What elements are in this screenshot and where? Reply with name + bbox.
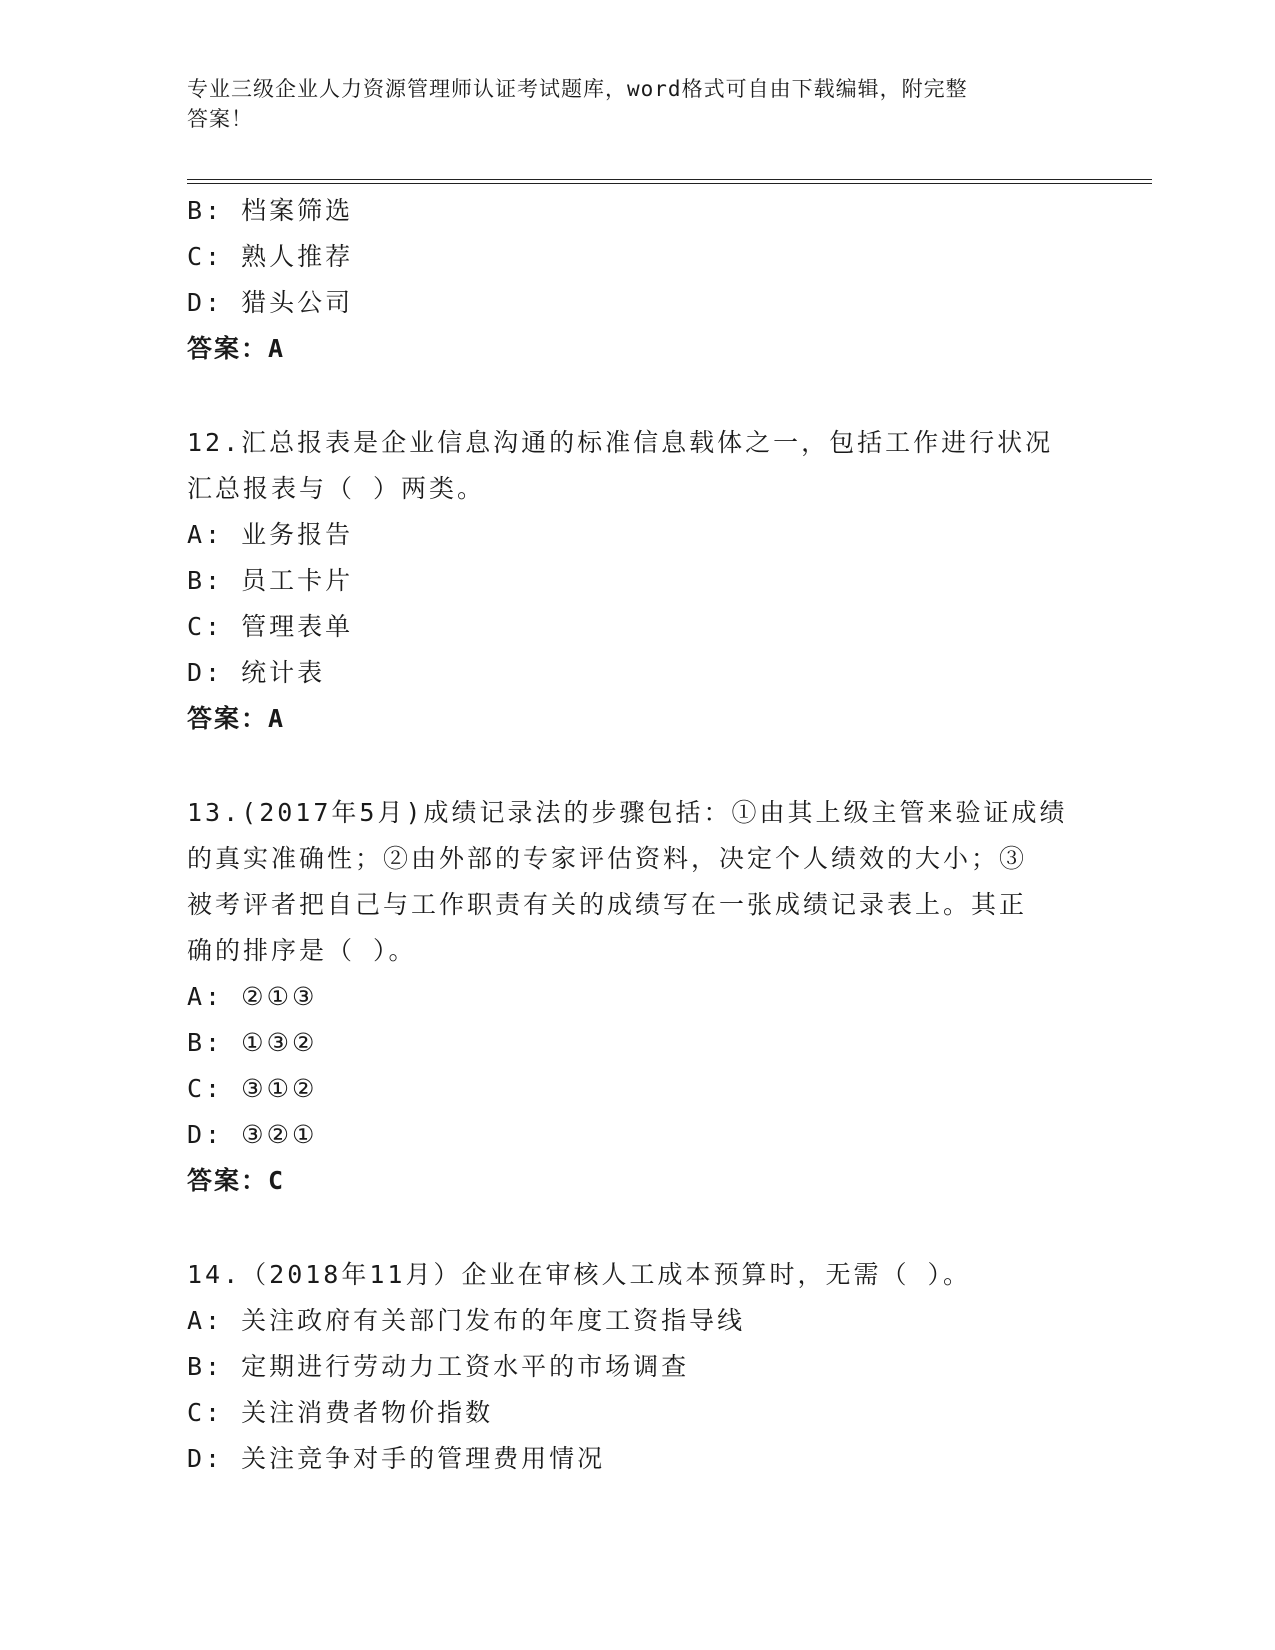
question-body — [187, 188, 1087, 1482]
question-stem — [187, 1252, 1087, 1298]
option-b: B: 档案筛选 — [187, 196, 354, 225]
option-d: D: ③②① — [187, 1120, 318, 1149]
question-13 — [187, 790, 1087, 1204]
stem-line: 13.(2017年5月)成绩记录法的步骤包括：①由其上级主管来验证成绩 — [187, 798, 1068, 827]
stem-line: 确的排序是（ ）。 — [187, 936, 417, 965]
question-stem — [187, 420, 1087, 512]
spacer — [187, 372, 1087, 420]
stem-line: 汇总报表与（ ）两类。 — [187, 474, 486, 503]
option-b: B: ①③② — [187, 1028, 318, 1057]
option-b: B: 定期进行劳动力工资水平的市场调查 — [187, 1352, 690, 1381]
option-c: C: ③①② — [187, 1074, 318, 1103]
option-a: A: ②①③ — [187, 982, 318, 1011]
header-line-2: 答案！ — [187, 107, 253, 131]
stem-line: 14.（2018年11月）企业在审核人工成本预算时，无需（ ）。 — [187, 1260, 972, 1289]
option-a: A: 业务报告 — [187, 520, 354, 549]
prev-question — [187, 188, 1087, 372]
document-header — [187, 74, 1067, 134]
option-d: D: 统计表 — [187, 658, 326, 687]
option-a: A: 关注政府有关部门发布的年度工资指导线 — [187, 1306, 746, 1335]
answer-line: 答案：A — [187, 334, 286, 363]
stem-line: 的真实准确性；②由外部的专家评估资料，决定个人绩效的大小；③ — [187, 844, 1028, 873]
question-12 — [187, 420, 1087, 742]
answer-line: 答案：A — [187, 704, 286, 733]
spacer — [187, 1204, 1087, 1252]
stem-line: 被考评者把自己与工作职责有关的成绩写在一张成绩记录表上。其正 — [187, 890, 1028, 919]
option-c: C: 关注消费者物价指数 — [187, 1398, 494, 1427]
header-divider-top — [187, 179, 1152, 180]
option-c: C: 熟人推荐 — [187, 242, 354, 271]
option-b: B: 员工卡片 — [187, 566, 354, 595]
question-14 — [187, 1252, 1087, 1482]
option-c: C: 管理表单 — [187, 612, 354, 641]
answer-line: 答案：C — [187, 1166, 286, 1195]
stem-line: 12.汇总报表是企业信息沟通的标准信息载体之一，包括工作进行状况 — [187, 428, 1054, 457]
option-d: D: 猎头公司 — [187, 288, 354, 317]
option-d: D: 关注竞争对手的管理费用情况 — [187, 1444, 606, 1473]
header-line-1: 专业三级企业人力资源管理师认证考试题库，word格式可自由下载编辑，附完整 — [187, 77, 968, 101]
spacer — [187, 742, 1087, 790]
question-stem — [187, 790, 1087, 974]
header-divider-bottom — [187, 183, 1152, 184]
